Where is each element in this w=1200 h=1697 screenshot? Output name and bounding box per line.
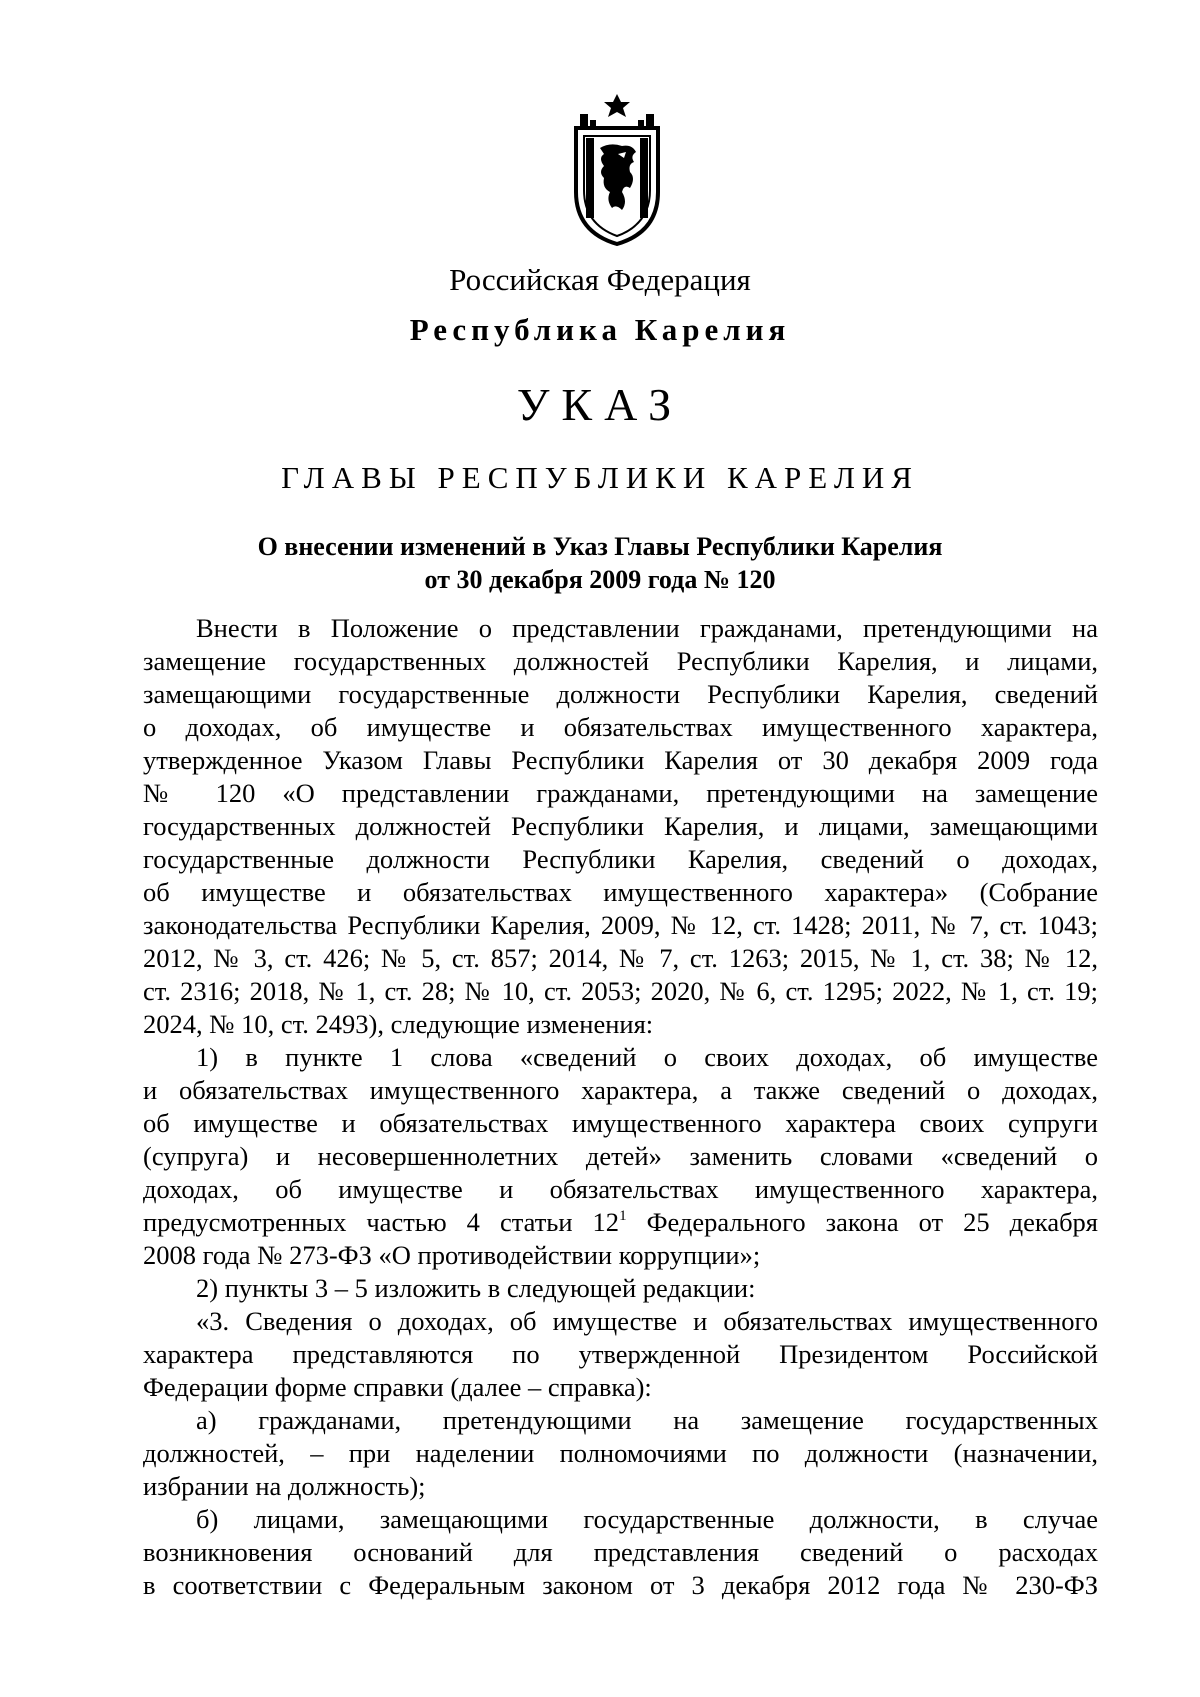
paragraph-line: (супруга) и несовершеннолетних детей» заменить словами «сведений о [143, 1141, 1098, 1171]
paragraph-line: 2008 года № 273-ФЗ «О противодействии коррупции»; [143, 1240, 761, 1270]
paragraph-line: законодательства Республики Карелия, 2009, № 12, ст. 1428; 2011, № 7, ст. 1043; [143, 910, 1098, 940]
paragraph-line: б) лицами, замещающими государственные должности, в случае [196, 1504, 1098, 1534]
coat-of-arms-icon [570, 92, 664, 246]
paragraph-line: доходах, об имуществе и обязательствах имущественного характера, [143, 1174, 1098, 1204]
document-title [0, 530, 1200, 596]
paragraph-line: об имуществе и обязательствах имущественного характера» (Собрание [143, 877, 1098, 907]
paragraph-line: 2024, № 10, ст. 2493), следующие изменения: [143, 1009, 654, 1039]
paragraph-line [143, 1206, 1098, 1239]
paragraph-line: а) гражданами, претендующими на замещение государственных [196, 1405, 1098, 1435]
country-name: Российская Федерация [449, 262, 751, 297]
paragraph-line: замещающими государственные должности Республики Карелия, сведений [143, 679, 1098, 709]
superscript: 1 [619, 1208, 627, 1224]
paragraph-line: и обязательствах имущественного характера, а также сведений о доходах, [143, 1075, 1098, 1105]
paragraph-line: в соответствии с Федеральным законом от 3 декабря 2012 года № 230-ФЗ [143, 1570, 1098, 1600]
title-line: О внесении изменений в Указ Главы Республики Карелия [257, 532, 943, 561]
paragraph-line: замещение государственных должностей Республики Карелия, и лицами, [143, 646, 1098, 676]
paragraph-line: должностей, – при наделении полномочиями по должности (назначении, [143, 1438, 1098, 1468]
issuer: ГЛАВЫ РЕСПУБЛИКИ КАРЕЛИЯ [281, 460, 919, 495]
paragraph-line: № 120 «О представлении гражданами, претендующими на замещение [143, 778, 1098, 808]
line-text: Федерального закона от 25 декабря [626, 1207, 1098, 1237]
paragraph-line: государственные должности Республики Карелия, сведений о доходах, [143, 844, 1098, 874]
document-body [143, 612, 1098, 1602]
paragraph-line: утвержденное Указом Главы Республики Карелия от 30 декабря 2009 года [143, 745, 1098, 775]
paragraph-line: о доходах, об имуществе и обязательствах имущественного характера, [143, 712, 1098, 742]
title-line: от 30 декабря 2009 года № 120 [424, 565, 776, 594]
paragraph-line: 2012, № 3, ст. 426; № 5, ст. 857; 2014, № 7, ст. 1263; 2015, № 1, ст. 38; № 12, [143, 943, 1098, 973]
paragraph-line: об имуществе и обязательствах имущественного характера своих супруги [143, 1108, 1098, 1138]
paragraph-line: «3. Сведения о доходах, об имуществе и обязательствах имущественного [196, 1306, 1098, 1336]
paragraph-line: Внести в Положение о представлении гражданами, претендующими на [196, 613, 1098, 643]
paragraph-line: 1) в пункте 1 слова «сведений о своих доходах, об имуществе [196, 1042, 1098, 1072]
paragraph-line: избрании на должность); [143, 1471, 426, 1501]
paragraph-line: возникновения оснований для представления сведений о расходах [143, 1537, 1098, 1567]
paragraph-line: характера представляются по утвержденной Президентом Российской [143, 1339, 1098, 1369]
paragraph-line: ст. 2316; 2018, № 1, ст. 28; № 10, ст. 2053; 2020, № 6, ст. 1295; 2022, № 1, ст. 19; [143, 976, 1098, 1006]
line-text: предусмотренных частью 4 статьи 12 [143, 1207, 620, 1237]
document-type: УКАЗ [516, 379, 684, 430]
republic-name: Республика Карелия [409, 312, 791, 347]
paragraph-line: Федерации форме справки (далее – справка): [143, 1372, 652, 1402]
paragraph-line: государственных должностей Республики Карелия, и лицами, замещающими [143, 811, 1098, 841]
paragraph-line: 2) пункты 3 – 5 изложить в следующей редакции: [196, 1273, 756, 1303]
